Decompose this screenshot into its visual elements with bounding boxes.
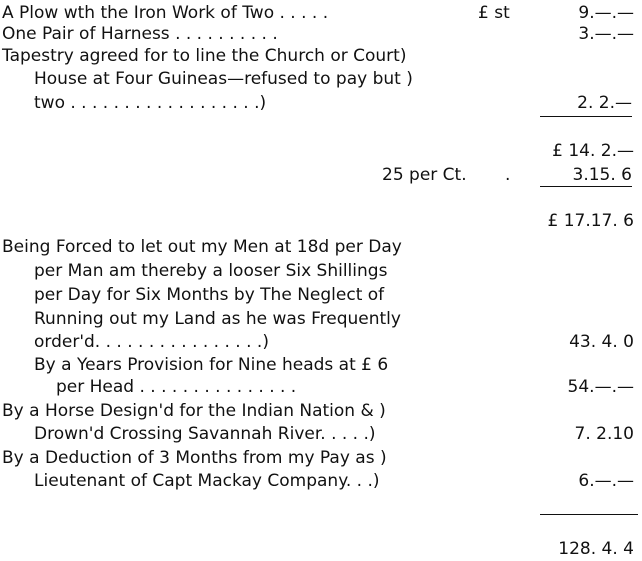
- subtotal-2: £ 17.17. 6: [547, 211, 634, 231]
- subtotal-1: £ 14. 2.—: [552, 141, 634, 161]
- charge-men-line2: per Man am thereby a looser Six Shillings: [34, 261, 388, 281]
- item-tapestry-line3: two . . . . . . . . . . . . . . . . . .): [34, 93, 267, 113]
- item-tapestry-amount: 2. 2.—: [577, 93, 632, 113]
- subtotal-rule-2: [540, 186, 632, 187]
- charge-provision-line2: per Head . . . . . . . . . . . . . . .: [56, 377, 297, 397]
- charge-provision-line1: By a Years Provision for Nine heads at £ 6: [34, 355, 389, 375]
- percent-amount: 3.15. 6: [572, 165, 632, 185]
- subtotal-rule-1: [540, 116, 632, 117]
- charge-men-line5: order'd. . . . . . . . . . . . . . . .): [34, 332, 269, 352]
- item-plow-amount: 9.—.—: [578, 3, 634, 23]
- charge-provision-amount: 54.—.—: [567, 377, 634, 397]
- grand-total: 128. 4. 4: [558, 539, 634, 559]
- item-tapestry-line2: House at Four Guineas—refused to pay but ): [34, 69, 413, 89]
- total-rule: [540, 514, 638, 515]
- item-plow-text: A Plow wth the Iron Work of Two . . . . .: [2, 3, 329, 23]
- percent-label: 25 per Ct.: [382, 165, 467, 185]
- percent-dot: .: [505, 165, 511, 185]
- charge-horse-line2: Drown'd Crossing Savannah River. . . . .): [34, 424, 376, 444]
- charge-men-line3: per Day for Six Months by The Neglect of: [34, 285, 385, 305]
- charge-horse-amount: 7. 2.10: [574, 424, 634, 444]
- charge-deduction-amount: 6.—.—: [578, 471, 634, 491]
- item-tapestry-line1: Tapestry agreed for to line the Church or Court): [2, 46, 407, 66]
- charge-men-amount: 43. 4. 0: [569, 332, 634, 352]
- item-harness-amount: 3.—.—: [578, 24, 634, 44]
- charge-deduction-line1: By a Deduction of 3 Months from my Pay as ): [2, 448, 387, 468]
- charge-men-line4: Running out my Land as he was Frequently: [34, 309, 401, 329]
- item-harness-text: One Pair of Harness . . . . . . . . . .: [2, 24, 278, 44]
- charge-deduction-line2: Lieutenant of Capt Mackay Company. . .): [34, 471, 380, 491]
- charge-horse-line1: By a Horse Design'd for the Indian Nation & ): [2, 401, 386, 421]
- charge-men-line1: Being Forced to let out my Men at 18d per Day: [2, 237, 402, 257]
- currency-label: £ st: [478, 3, 510, 23]
